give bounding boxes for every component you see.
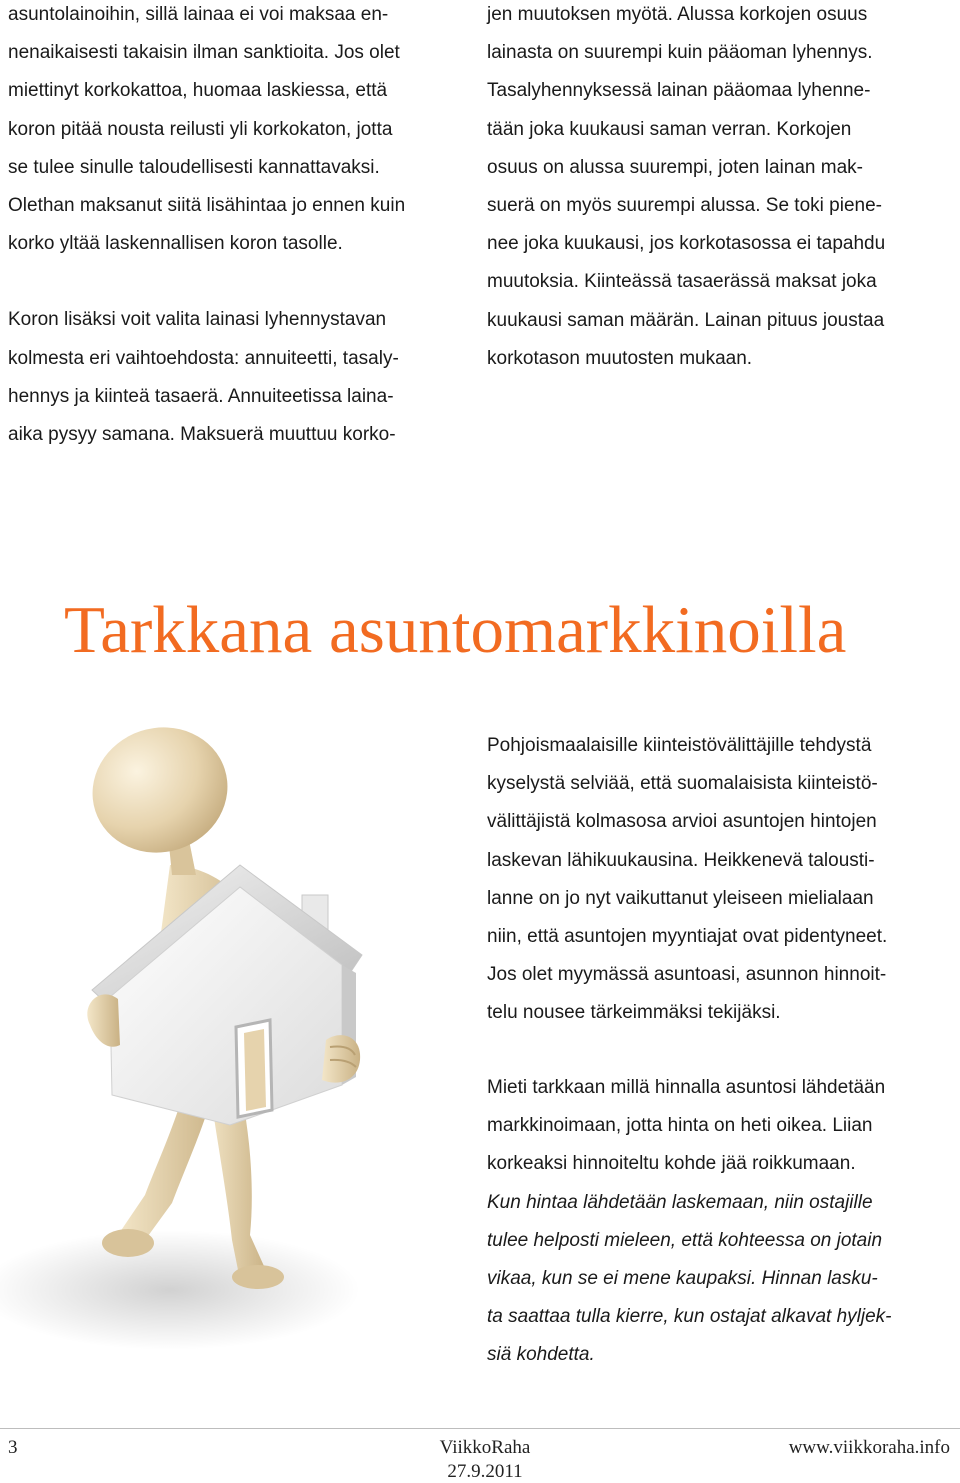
figure-carrying-house-illustration xyxy=(0,715,480,1415)
text-line: laskevan lähikuukausina. Heikkenevä talousti- xyxy=(487,849,875,871)
text-line: Olethan maksanut siitä lisähintaa jo ennen kuin xyxy=(8,195,406,217)
text-line: tään joka kuukausi saman verran. Korkojen xyxy=(487,118,852,140)
italic-text-line: Kun hintaa lähdetään laskemaan, niin ostajille xyxy=(487,1191,873,1213)
text-line: osuus on alussa suurempi, joten lainan mak- xyxy=(487,156,863,178)
left-text-column xyxy=(8,0,470,454)
italic-text-line: ta saattaa tulla kierre, kun ostajat alkavat hyljek- xyxy=(487,1306,892,1328)
hand-left xyxy=(87,994,120,1046)
page-number: 3 xyxy=(8,1437,18,1458)
text-line: Tasalyhennyksessä lainan pääomaa lyhenne- xyxy=(487,80,871,102)
head xyxy=(76,715,244,870)
italic-text-line: tulee helposti mieleen, että kohteessa on jotain xyxy=(487,1229,883,1251)
page-footer xyxy=(0,1428,960,1482)
text-line: nenaikaisesti takaisin ilman sanktioita. Jos olet xyxy=(8,42,400,64)
text-line: Mieti tarkkaan millä hinnalla asuntosi lähdetään xyxy=(487,1077,886,1098)
text-line: Pohjoismaalaisille kiinteistövälittäjille tehdystä xyxy=(487,735,872,756)
text-line: koron pitää nousta reilusti yli korkokaton, jotta xyxy=(8,118,393,140)
text-line: muutoksia. Kiinteässä tasaerässä maksat joka xyxy=(487,271,877,293)
text-line: kyselystä selviää, että suomalaisista kiinteistö- xyxy=(487,773,878,795)
right-text-column xyxy=(487,0,953,378)
text-line: lanne on jo nyt vaikuttanut yleiseen mielialaan xyxy=(487,887,874,909)
door-inner xyxy=(244,1029,266,1111)
text-line: lainasta on suurempi kuin pääoman lyhennys. xyxy=(487,42,873,64)
text-line: korkotason muutosten mukaan. xyxy=(487,347,753,369)
text-line: aika pysyy samana. Maksuerä muuttuu korko- xyxy=(8,424,396,446)
text-line: miettinyt korkokattoa, huomaa laskiessa, että xyxy=(8,80,388,102)
text-line: se tulee sinulle taloudellisesti kannattavaksi. xyxy=(8,156,380,178)
ground-shadow xyxy=(0,1230,360,1350)
market-survey-paragraph xyxy=(487,727,887,1033)
text-line: kolmesta eri vaihtoehdosta: annuiteetti, tasaly- xyxy=(8,347,399,369)
text-line: välittäjistä kolmasosa arvioi asuntojen hintojen xyxy=(487,811,877,833)
text-line: korko yltää laskennallisen koron tasolle. xyxy=(8,233,343,255)
text-line: telu nousee tärkeimmäksi tekijäksi. xyxy=(487,1002,781,1024)
publication-url[interactable]: www.viikkoraha.info xyxy=(788,1437,950,1458)
pricing-advice-paragraph xyxy=(487,1069,891,1375)
text-line: niin, että asuntojen myyntiajat ovat pidentyneet. xyxy=(487,926,888,948)
text-line: hennys ja kiinteä tasaerä. Annuiteetissa laina- xyxy=(8,385,394,407)
publication-date: 27.9.2011 xyxy=(447,1461,523,1482)
italic-text-line: vikaa, kun se ei mene kaupaksi. Hinnan lasku- xyxy=(487,1268,878,1290)
text-line: asuntolainoihin, sillä lainaa ei voi maksaa en- xyxy=(8,4,389,25)
text-line: suerä on myös suurempi alussa. Se toki piene- xyxy=(487,195,882,217)
foot-back xyxy=(232,1265,284,1289)
text-line: nee joka kuukausi, jos korkotasossa ei tapahdu xyxy=(487,233,886,255)
italic-text-line: siä kohdetta. xyxy=(487,1344,595,1366)
publication-name: ViikkoRaha xyxy=(439,1437,531,1458)
text-line: Jos olet myymässä asuntoasi, asunnon hinnoit- xyxy=(487,964,887,986)
text-line: korkeaksi hinnoiteltu kohde jää roikkumaan. xyxy=(487,1153,856,1175)
text-line: markkinoimaan, jotta hinta on heti oikea. Liian xyxy=(487,1115,873,1137)
foot-front xyxy=(102,1229,154,1257)
text-line: kuukausi saman määrän. Lainan pituus joustaa xyxy=(487,309,885,331)
text-line: Koron lisäksi voit valita lainasi lyhennystavan xyxy=(8,309,387,331)
section-heading: Tarkkana asuntomarkkinoilla xyxy=(64,593,847,667)
text-line: jen muutoksen myötä. Alussa korkojen osuus xyxy=(487,4,868,25)
